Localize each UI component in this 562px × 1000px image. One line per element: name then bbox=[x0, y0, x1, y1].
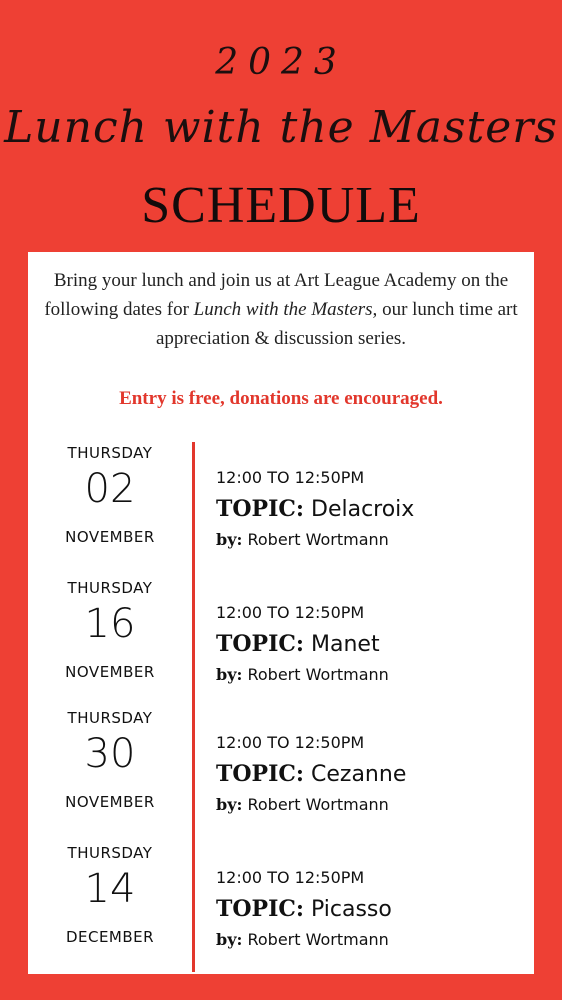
event-item bbox=[28, 709, 534, 839]
topic-name: Cezanne bbox=[311, 762, 407, 787]
event-weekday: THURSDAY bbox=[67, 579, 153, 597]
topic-name: Delacroix bbox=[311, 497, 415, 522]
event-day: 16 bbox=[84, 601, 136, 647]
event-details bbox=[216, 868, 526, 949]
event-topic bbox=[216, 631, 526, 665]
event-day: 30 bbox=[84, 731, 136, 777]
topic-label: TOPIC: bbox=[216, 896, 304, 922]
event-day: 14 bbox=[84, 866, 136, 912]
event-item bbox=[28, 444, 534, 574]
series-title: Lunch with the Masters bbox=[4, 102, 558, 153]
presenter-name: Robert Wortmann bbox=[247, 665, 389, 684]
event-details bbox=[216, 603, 526, 684]
event-day: 02 bbox=[84, 466, 136, 512]
schedule-heading: SCHEDULE bbox=[141, 177, 421, 234]
intro-paragraph bbox=[40, 266, 522, 353]
event-weekday: THURSDAY bbox=[67, 709, 153, 727]
by-label: by: bbox=[216, 530, 243, 549]
event-month: NOVEMBER bbox=[65, 663, 155, 681]
event-presenter bbox=[216, 665, 526, 684]
event-month: NOVEMBER bbox=[65, 528, 155, 546]
event-month: DECEMBER bbox=[65, 928, 155, 946]
event-item bbox=[28, 844, 534, 974]
by-label: by: bbox=[216, 795, 243, 814]
event-time: 12:00 TO 12:50PM bbox=[216, 733, 365, 752]
topic-name: Picasso bbox=[311, 897, 392, 922]
event-topic bbox=[216, 761, 526, 795]
event-weekday: THURSDAY bbox=[67, 444, 153, 462]
entry-note: Entry is free, donations are encouraged. bbox=[119, 388, 443, 409]
schedule-card bbox=[28, 252, 534, 974]
event-details bbox=[216, 468, 526, 549]
presenter-name: Robert Wortmann bbox=[247, 930, 389, 949]
event-presenter bbox=[216, 795, 526, 814]
event-time: 12:00 TO 12:50PM bbox=[216, 468, 365, 487]
topic-name: Manet bbox=[311, 632, 380, 657]
year-title: 2023 bbox=[215, 42, 347, 83]
presenter-name: Robert Wortmann bbox=[247, 530, 389, 549]
event-month: NOVEMBER bbox=[65, 793, 155, 811]
by-label: by: bbox=[216, 665, 243, 684]
event-topic bbox=[216, 496, 526, 530]
intro-text-end: our lunch time art appreciation & discussion series. bbox=[155, 299, 518, 349]
event-item bbox=[28, 579, 534, 709]
event-presenter bbox=[216, 530, 526, 549]
event-presenter bbox=[216, 930, 526, 949]
event-time: 12:00 TO 12:50PM bbox=[216, 603, 365, 622]
by-label: by: bbox=[216, 930, 243, 949]
event-time: 12:00 TO 12:50PM bbox=[216, 868, 365, 887]
event-topic bbox=[216, 896, 526, 930]
topic-label: TOPIC: bbox=[216, 631, 304, 657]
header bbox=[0, 0, 562, 252]
intro-text-start: Bring your lunch and join us at Art League Academy on the following dates for bbox=[44, 270, 509, 320]
event-weekday: THURSDAY bbox=[67, 844, 153, 862]
intro-series-name: Lunch with the Masters, bbox=[193, 299, 378, 320]
topic-label: TOPIC: bbox=[216, 761, 304, 787]
topic-label: TOPIC: bbox=[216, 496, 304, 522]
presenter-name: Robert Wortmann bbox=[247, 795, 389, 814]
event-details bbox=[216, 733, 526, 814]
